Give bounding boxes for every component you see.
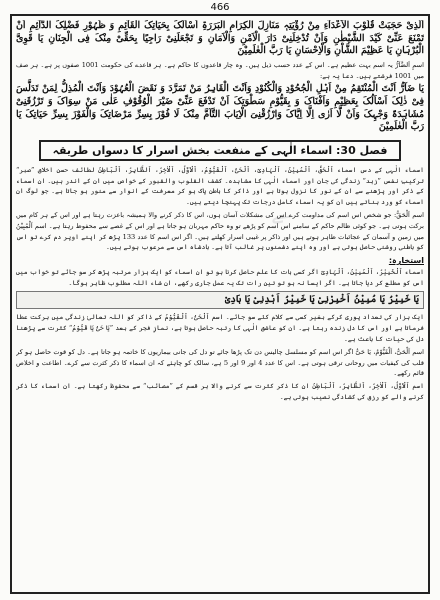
- urdu-paragraph-4: اسماء اَلْخَبِیْرُ، اَلْمُبِیْنُ، اَلْہَادِیْ اگر کسی بات کا علم حاصل کرنا ہو تو ان اسماء کو ایک ہزار مرتبہ پڑھ کر سو جائے تو خواب میں اس کو مطلع کر دیا جاتا ہے۔ اگر ایسا نہ ہو تو تین رات تک یہ عمل جاری رکھے، ان شاء اللہ مطلوب ظاہر ہوگا۔: [16, 268, 424, 287]
- urdu-paragraph-3: اسم اَلْحَقُّ: جو شخص اس اسم کی مداومت کرے اس کی مشکلات آسان ہوں، اس کا ذکر کرنے والا ہمیشہ باعزت رہتا ہے اور اس کے ہر کام میں برکت ہوتی ہے۔ جو کوئی ظالم حاکم کے سامنے اس اسم کو پڑھے تو وہ حاکم مہربان ہو جاتا ہے اور اس کے غصے سے محفوظ رہتا ہے۔ اسم اَلْمُبِیْنُ میں زمین و آسمان کے عجائبات ظاہر ہوتے ہیں اور ذاکر پر غیبی اسرار کھلتے ہیں۔ اگر اس اسم کا عدد 133 پڑھ کر اپنے اوپر دم کرے تو اس کو باطنی روشنی حاصل ہوتی ہے اور وہ اپنے دشمنوں پر غالب آتا ہے۔ بادشاہ اس سے مرعوب ہوتے ہیں۔: [16, 210, 424, 252]
- section-subheading: استخارہ:: [388, 256, 424, 266]
- chapter-heading-wrap: [16, 139, 424, 161]
- urdu-paragraph-5: ایک ہزار کی تعداد پوری کرکے بغیر کسی سے کلام کئے سو جائے۔ اسم اَلْحَیُّ، اَلْقَیُّوْمُ کے ذاکر کو اللہ تعالیٰ زندگی میں برکت عطا فرماتا ہے اور اس کا دل زندہ رہتا ہے۔ ان کو عاشق الٰہی کا رتبہ حاصل ہوتا ہے، نمازِ فجر کے بعد ”یَا حَیُّ یَا قَیُّوْمُ“ کثرت سے پڑھنا دل کی حیات کا باعث ہے۔: [16, 313, 424, 343]
- urdu-paragraph-2: اسماء الٰہی کے دس اسماء اَلْحَقُّ، اَلْمُبِیْنُ، اَلْہَادِیْ، اَلْحَیُّ، اَلْقَیُّوْمُ، اَلْاَوَّلُ، اَلْاٰخِرُ، اَلظَّاہِرُ، اَلْبَاطِنُ لطائف حسن اخلاق ”صبر“ ترکیبِ نفس ”زہد“ زندگی کی جان اور اسماء الٰہی کا مشاہدہ۔ کشف القلوب والقبور کے خواص میں ان کے اندر ہیں۔ ان اسماء کے ذکر اور پڑھنے سے ان کے نور کا نزول ہوتا ہے اور ذاکر کا باطن پاک ہو کر معرفت کے انوار سے منور ہو جاتا ہے۔ جو لوگ ان اسماء کو ورد بناتے ہیں ان کو یہ اسماء کامل درجات تک پہنچا دیتے ہیں۔: [16, 165, 424, 207]
- watermark: ـے: [268, 198, 291, 227]
- arabic-dua-box: یَا خَبِیْرُ یَا مُبِیْنُ اَخْبِرْنِیْ یَا خَبِیْرُ اَہْدِنِیْ یَا ہَادِیْ: [16, 291, 424, 310]
- arabic-prayer-2: یَا ضَآرُّ اَنْتَ الْمُنْتَقِمُ مِنْ اَہْلِ الْجُحُوْدِ وَالْکُنُوْدِ وَاَنْتَ الْقَاہِرُ مَنْ تَمَرَّدَ وَ نَقَضَ الْعُہُوْدَ وَاَنْتَ الْمُذِلُّ لِمَنْ تَدَلَّسَ فِیْ ذٰلِکَ اَسْاَلُکَ بِعَظِیْمِ وَاَفْنَاکَ وَ بِقَیُّوْمِ سَطْوَتِکَ اَنْ تَدْفَعَ عَنِّیْ ضَیْرَ الْوُقُوْفِ عَلٰی مَنْ سِوَاکَ وَ تَرْزُقَنِیْ مُشَاہَدَۃً وَجْہِکَ وَاَنْ لَّا اَرٰی اِلَّا اِیَّاکَ وَارْزُقْنِیَ الْاِیَابَ التَّآمَّ مِنْکَ لَا فُوْزَ بِسِرِّ مَرْضَاتِکَ وَالْفَوْزَ بِسِرِّ حَیَاتِکَ یَا رَبَّ الْعٰلَمِیْنَ: [16, 83, 424, 133]
- urdu-paragraph-1: اسمِ اَلضَّآرُّ یہ اسم بہت عظیم ہے۔ اس کے عدد حسب ذیل ہیں۔ وہ چار قاعدوں کا حاکم ہے۔ ہر قاعدے کی حکومت 1001 صفوں پر ہے۔ ہر صف میں 1001 فرشتے ہیں۔ دعا یہ ہے:: [16, 60, 424, 80]
- urdu-paragraph-7: اسم اَلْاَوَّلُ، اَلْاٰخِرُ، اَلظَّاہِرُ، اَلْبَاطِنُ ان کا ذکر کثرت سے کرنے والا ہر قسم کے ”مصائب“ سے محفوظ رکھتا ہے۔ ان اسماء کا ذکر کرنے والے کو رزق کی کشادگی نصیب ہوتی ہے۔: [16, 382, 424, 401]
- page-number: 466: [210, 2, 230, 13]
- urdu-paragraph-6: اسم اَلْحَیُّ، اَلْقَیُّوْمُ، یَا حَیُّ اگر اس اسم کو مسلسل چالیس دن تک پڑھا جائے تو دل کی جانی بیماریوں کا خاتمہ ہو جاتا ہے۔ دل کو قوت حاصل ہو کر قلب کی کیفیات میں روحانی ترقی ہوتی ہے۔ اس کا عدد 4 اور 9 اور 5 ہے، سالک کو چاہئے کہ ان اسماء کا ذکر کثرت سے کرے۔ اطاعت و اخلاص قائم رکھے۔: [16, 347, 424, 378]
- arabic-prayer-1: اَلَّذِیْ حَجَبَتْ قُلُوْبَ الْاَعْدَآءِ مِنْ رُؤْیَتِہٖ مَنَازِلَ الْکِرَامِ الْبَرَرَۃِ اَسْاَلُکَ بِحَیَاتِکَ الْقَآئِمِ وَ ظُہُوْرِ فَضْلِکَ الدَّآئِمِ اَنْ تَمْنَعَ عَنِّیْ کَیْدَ الشَّیْطٰنِ وَاَنْ تُدْخِلَنِیْ دَارَ الْاَمْنِ وَالْاَمَانِ وَ تَجْعَلَنِیْ رَاجِیًا بِحَقِّیْ مِنْکَ فِی الْجِنَانِ یَا قَوِیَّ الْبُرْہَانِ یَا عَظِیْمَ الشَّاْنِ وَالْاِحْسَانِ یَا رَبَّ الْعٰلَمِیْنَ: [16, 20, 424, 57]
- chapter-heading: فصل 30: اسماء الٰہی کے منفعت بخش اسرار کا دسواں طریقہ: [39, 140, 402, 161]
- page-content: [16, 20, 424, 588]
